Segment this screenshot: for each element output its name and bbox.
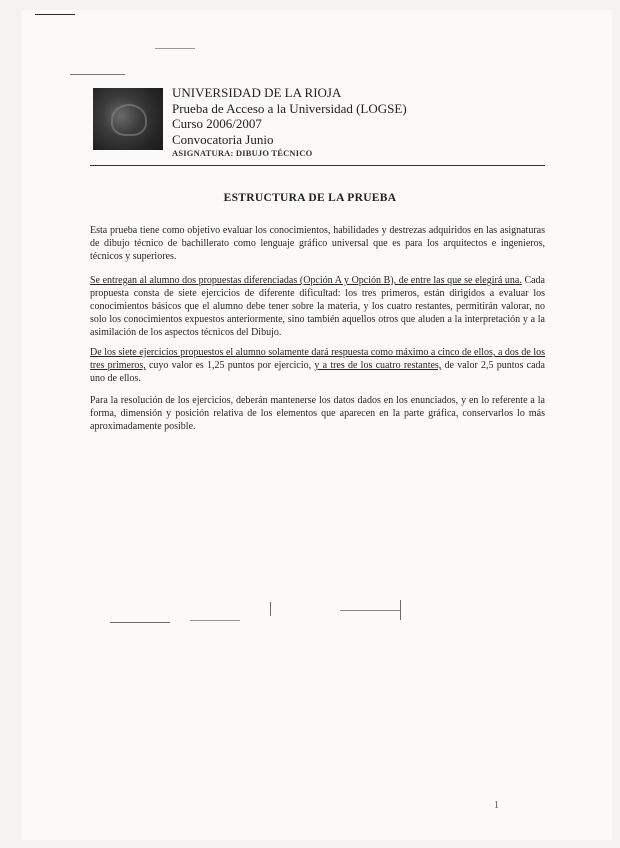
university-logo <box>93 88 163 150</box>
exam-name: Prueba de Acceso a la Universidad (LOGSE) <box>172 100 407 116</box>
scan-artifact-mid <box>155 48 195 49</box>
page-number: 1 <box>494 800 499 811</box>
paragraph-options <box>90 274 545 339</box>
course-year: Curso 2006/2007 <box>172 116 262 131</box>
scoring-emphasis-1: De los siete ejercicios propuestos el alumno solamente dará respuesta como máximo a cinco de ellos, a dos de los tres primeros, <box>90 347 545 371</box>
paragraph-scoring <box>90 346 545 385</box>
subject-label: ASIGNATURA: DIBUJO TÉCNICO <box>172 148 313 158</box>
paragraph-instructions: Para la resolución de los ejercicios, deberán mantenerse los datos dados en los enunciados, y en lo referente a la forma, dimensión y posición relativa de los elementos que aparecen en la parte gráfica, conservarlos lo más aproximadamente posible. <box>90 395 545 432</box>
options-emphasis: Se entregan al alumno dos propuestas diferenciadas (Opción A y Opción B), de entre las que se elegirá una. <box>90 275 522 286</box>
paragraph-objective: Esta prueba tiene como objetivo evaluar los conocimientos, habilidades y destrezas adquiridos en las asignaturas de dibujo técnico de bachillerato como lenguaje gráfico universal que es para los arquitectos e ingenieros, técnicos y superiores. <box>90 225 545 262</box>
page-title: ESTRUCTURA DE LA PRUEBA <box>223 192 397 204</box>
university-name: UNIVERSIDAD DE LA RIOJA <box>172 85 342 100</box>
exam-session: Convocatoria Junio <box>172 131 274 147</box>
scan-artifacts-footer <box>110 600 410 630</box>
scoring-text-2: de valor 2,5 puntos cada uno de ellos. <box>90 360 545 384</box>
scan-artifact-top <box>35 14 75 15</box>
scan-artifact-left <box>70 74 125 75</box>
scoring-emphasis-2: y a tres de los cuatro restantes, <box>314 360 442 371</box>
header-divider <box>90 165 545 166</box>
scoring-text-1: cuyo valor es 1,25 puntos por ejercicio, <box>145 360 315 371</box>
exam-header <box>172 85 472 159</box>
options-detail: Cada propuesta consta de siete ejercicios de diferente dificultad: los tres primeros, están dirigidos a evaluar los conocimientos básicos que el alumno debe tener sobre la materia, y los cuatro restantes, permitirán valorar, no solo los conocimientos expuestos anteriormente, sino también aquellos otros que aluden a la interpretación y a la asimilación de los aspectos técnicos del Dibujo. <box>90 275 545 338</box>
logo-emblem-icon <box>111 104 147 136</box>
